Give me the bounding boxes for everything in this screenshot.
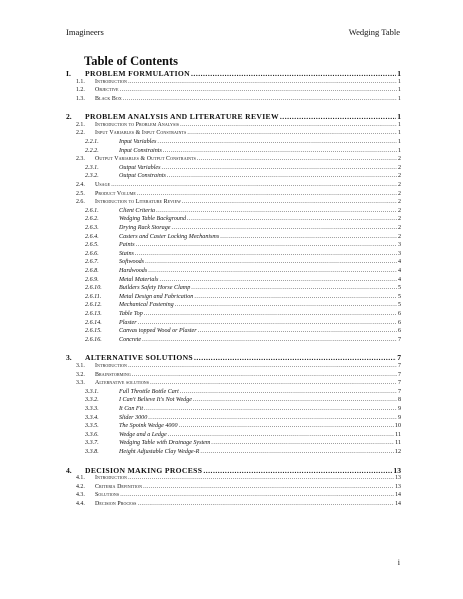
toc-number: 2.6.9. [85, 276, 99, 283]
toc-subsubsection[interactable] [66, 337, 401, 345]
toc-page: 9 [397, 414, 401, 421]
toc-subsubsection[interactable] [66, 259, 401, 267]
toc-number: 2.6.12. [85, 302, 102, 309]
toc-number: 3.3.5. [85, 423, 99, 430]
toc-title: DECISION MAKING PROCESS [85, 465, 203, 475]
toc-number: 2. [66, 112, 72, 122]
toc-leader [157, 139, 397, 145]
toc-number: 2.3.1. [85, 164, 99, 171]
toc-number: 2.6.4. [85, 233, 99, 240]
toc-leader [138, 320, 397, 326]
toc-leader [193, 397, 397, 403]
toc-title: Alternative solutions [95, 380, 150, 387]
toc-leader [168, 432, 394, 438]
toc-leader [135, 251, 397, 257]
toc-title: Introduction to Problem Analysis [95, 121, 180, 128]
toc-title: ALTERNATIVE SOLUTIONS [85, 353, 193, 363]
toc-subsubsection[interactable] [66, 311, 401, 319]
toc-leader [143, 484, 394, 490]
toc-title: The Spoink Wedge 4000 [119, 423, 178, 430]
toc-number: 3.3.7. [85, 440, 99, 447]
toc-leader [128, 363, 397, 369]
toc-title: Wedge and a Ledge [119, 431, 167, 438]
toc-number: 3.3.6. [85, 431, 99, 438]
toc-page: 13 [395, 475, 401, 481]
toc-title: Introduction [95, 78, 128, 85]
toc-page: 9 [397, 405, 401, 412]
toc-title: PROBLEM ANALYSIS AND LITERATURE REVIEW [85, 112, 279, 122]
toc-number: 3.3.8. [85, 448, 99, 455]
toc-number: 2.3.2. [85, 173, 99, 180]
toc-number: 2.3. [76, 156, 85, 163]
toc-section[interactable] [66, 353, 401, 363]
toc-leader [197, 156, 397, 162]
toc-title: Plaster [119, 319, 137, 326]
toc-page: 1 [398, 95, 401, 102]
toc-title: Wedging Table with Drainage System [119, 440, 211, 447]
toc-number: 4.2. [76, 483, 85, 490]
toc-page: 1 [397, 139, 401, 145]
page-number: i [397, 558, 400, 567]
toc-number: 3.3. [76, 380, 85, 387]
toc-subsubsection[interactable] [66, 440, 401, 448]
toc-subsubsection[interactable] [66, 208, 401, 216]
toc-subsubsection[interactable] [66, 225, 401, 233]
toc-number: 3.2. [76, 371, 85, 378]
toc-subsubsection[interactable] [66, 242, 401, 250]
toc-leader [280, 112, 396, 121]
toc-title: Mechanical Fastening [119, 302, 174, 309]
toc-page: 1 [398, 78, 401, 85]
toc-page: 13 [395, 483, 401, 490]
toc-leader [161, 165, 396, 171]
toc-subsection[interactable] [66, 191, 401, 199]
toc-page: 1 [397, 147, 401, 154]
toc-title: Stains [119, 250, 134, 257]
toc-number: 2.6.13. [85, 311, 102, 317]
toc-leader [171, 225, 397, 231]
toc-subsection[interactable] [66, 130, 401, 138]
toc-leader [203, 466, 392, 475]
toc-subsubsection[interactable] [66, 397, 401, 405]
toc-title: Input Variables [119, 139, 157, 145]
toc-subsubsection[interactable] [66, 165, 401, 173]
toc-leader [159, 277, 397, 283]
toc-leader [180, 122, 397, 128]
toc-number: 2.6.7. [85, 259, 99, 266]
toc-page: 1 [398, 87, 401, 94]
toc-title: Wedging Table Background [119, 216, 187, 223]
toc-number: 3.3.1. [85, 388, 99, 395]
toc-subsubsection[interactable] [66, 173, 401, 181]
toc-page: 2 [397, 173, 401, 180]
toc-number: 2.6.1. [85, 207, 99, 214]
toc-page: 1 [398, 130, 401, 137]
header-right: Wedging Table [348, 27, 400, 37]
toc-title: Slider 3000 [119, 414, 148, 421]
toc-number: 2.5. [76, 190, 85, 197]
toc-number: 2.6.3. [85, 225, 99, 231]
toc-page: 5 [397, 302, 401, 309]
toc-leader [150, 380, 397, 386]
toc-title: Metal Materials [119, 276, 159, 283]
toc-leader [175, 302, 397, 308]
toc-number: 2.6.8. [85, 268, 99, 274]
toc-subsection[interactable] [66, 96, 401, 104]
toc-page: 7 [397, 388, 401, 395]
toc-number: 1.1. [76, 78, 85, 85]
toc-section[interactable] [66, 112, 401, 122]
toc-subsubsection[interactable] [66, 285, 401, 293]
toc-subsection[interactable] [66, 363, 401, 371]
toc-page: 6 [397, 311, 401, 317]
toc-section[interactable] [66, 69, 401, 79]
toc-leader [137, 191, 397, 197]
toc-subsection[interactable] [66, 484, 401, 492]
toc-title: Hardwoods [119, 268, 148, 274]
toc-leader [138, 501, 395, 507]
toc-title: Softwoods [119, 259, 145, 266]
toc-page: 5 [397, 293, 401, 300]
toc-subsubsection[interactable] [66, 302, 401, 310]
toc-title: Drying Rack Storage [119, 225, 171, 231]
toc-number: 2.4. [76, 182, 85, 188]
toc-number: 2.6.6. [85, 250, 99, 257]
toc-title: Metal Design and Fabrication [119, 293, 194, 300]
toc-leader [123, 96, 397, 102]
toc-subsection[interactable] [66, 79, 401, 87]
toc-subsection[interactable] [66, 156, 401, 164]
toc-title: Introduction to Literature Review [95, 199, 182, 206]
toc-title: Concrete [119, 336, 142, 343]
toc-title: I Can't Believe It's Not Wedge [119, 397, 192, 404]
toc-leader [187, 130, 397, 136]
toc-subsubsection[interactable] [66, 251, 401, 259]
toc-leader [128, 79, 397, 85]
toc-leader [194, 353, 396, 362]
toc-subsubsection[interactable] [66, 216, 401, 224]
toc-page: 3 [397, 242, 401, 249]
toc-title: Introduction [95, 475, 128, 481]
toc-page: 2 [398, 182, 401, 188]
toc-title: Objective [95, 87, 119, 94]
toc-leader [187, 216, 397, 222]
toc-number: 2.6.14. [85, 319, 102, 326]
toc-number: 3.3.3. [85, 405, 99, 412]
toc-page: 13 [393, 465, 401, 475]
toc-page: 1 [398, 121, 401, 128]
toc-subsubsection[interactable] [66, 234, 401, 242]
toc-number: I. [66, 69, 71, 78]
toc-subsection[interactable] [66, 182, 401, 190]
toc-page: 7 [397, 353, 401, 363]
toc-subsection[interactable] [66, 380, 401, 388]
toc-page: 4 [397, 259, 401, 266]
toc-leader [167, 173, 397, 179]
toc-number: 3.3.2. [85, 397, 99, 404]
toc-leader [198, 328, 397, 334]
toc-number: 2.6.16. [85, 336, 102, 343]
toc-number: 2.6. [76, 199, 85, 206]
toc-leader [191, 285, 397, 291]
toc-leader [156, 208, 397, 214]
toc-title: Product Volume [95, 190, 136, 197]
toc-number: 2.2.2. [85, 147, 99, 154]
toc-title: Casters and Caster Locking Mechanisms [119, 233, 220, 240]
toc-leader [132, 372, 397, 378]
toc-number: 3.3.4. [85, 414, 99, 421]
toc-leader [180, 389, 397, 395]
toc-subsubsection[interactable] [66, 449, 401, 457]
toc-leader [211, 440, 394, 446]
toc-title: Input Variables & Input Constraints [95, 130, 187, 137]
toc-page: 8 [397, 397, 401, 404]
toc-number: 1.3. [76, 95, 85, 102]
toc-title: Client Criteria [119, 207, 156, 214]
toc-page: 11 [395, 440, 401, 447]
toc-number: 2.6.10. [85, 285, 102, 292]
toc-subsubsection[interactable] [66, 277, 401, 285]
toc-page: 4 [397, 276, 401, 283]
toc-number: 2.6.11. [85, 293, 102, 300]
toc-subsection[interactable] [66, 501, 401, 509]
toc-title: Output Constraints [119, 173, 166, 180]
toc-title: Criteria Definition [95, 483, 143, 490]
toc-leader [128, 475, 394, 481]
toc-number: 4. [66, 465, 72, 475]
toc-subsubsection[interactable] [66, 139, 401, 147]
toc-page: 2 [397, 233, 401, 240]
toc-number: 2.6.15. [85, 328, 102, 335]
toc-title: Output Variables [119, 164, 161, 171]
toc-leader [145, 259, 397, 265]
toc-page: 2 [398, 199, 401, 206]
toc-leader [194, 294, 397, 300]
toc-page: 11 [395, 431, 401, 438]
toc-page: 5 [397, 285, 401, 292]
toc-page: 2 [397, 216, 401, 223]
toc-title: Solutions [95, 492, 120, 499]
toc-leader [144, 311, 397, 317]
toc-leader [120, 87, 397, 93]
toc-number: 3. [66, 353, 72, 363]
toc-subsubsection[interactable] [66, 423, 401, 431]
toc-number: 1.2. [76, 87, 85, 94]
toc-subsubsection[interactable] [66, 415, 401, 423]
toc-number: 2.2. [76, 130, 85, 137]
toc-title: Usage [95, 182, 111, 188]
toc-page: 6 [397, 319, 401, 326]
toc-leader [111, 182, 397, 188]
toc-title: Paints [119, 242, 135, 249]
toc-subsection[interactable] [66, 199, 401, 207]
toc-leader [120, 492, 394, 498]
toc-number: 4.4. [76, 500, 85, 507]
toc-page: 2 [397, 164, 401, 171]
toc-number: 2.6.5. [85, 242, 99, 249]
toc-subsubsection[interactable] [66, 389, 401, 397]
toc-title: PROBLEM FORMULATION [85, 69, 191, 78]
toc-title: Builders Safety Horse Clamp [119, 285, 191, 292]
toc-number: 3.1. [76, 362, 85, 369]
toc-number: 2.6.2. [85, 216, 99, 223]
toc-page: 1 [397, 112, 401, 122]
toc-leader [179, 423, 394, 429]
toc-title: It Can Fit [119, 405, 144, 412]
toc-title: Brainstorming [95, 371, 131, 378]
toc-page: 7 [397, 336, 401, 343]
toc-subsection[interactable] [66, 122, 401, 130]
toc-page: 7 [398, 371, 401, 378]
toc-page: 6 [397, 328, 401, 335]
toc-leader [144, 406, 397, 412]
toc-subsubsection[interactable] [66, 320, 401, 328]
toc-subsubsection[interactable] [66, 406, 401, 414]
toc-page: 10 [394, 423, 401, 430]
toc-subsubsection[interactable] [66, 328, 401, 336]
toc-title: Output Variables & Output Constraints [95, 156, 196, 163]
toc-leader [191, 69, 396, 78]
toc-title: Height Adjustable Clay Wedge-R [119, 448, 200, 455]
toc-page: 2 [397, 207, 401, 214]
toc-subsubsection[interactable] [66, 432, 401, 440]
toc-page: 3 [397, 250, 401, 257]
page-title: Table of Contents [84, 54, 178, 68]
toc-title: Canvas topped Wood or Plaster [119, 328, 197, 335]
toc-section[interactable] [66, 466, 401, 476]
toc-subsection[interactable] [66, 372, 401, 380]
toc-title: Input Constraints [119, 147, 162, 154]
toc-title: Decision Process [95, 500, 137, 507]
toc-title: Full Throttle Bottle Cart [119, 388, 179, 395]
toc-subsection[interactable] [66, 87, 401, 95]
toc-leader [136, 242, 397, 248]
toc-subsection[interactable] [66, 492, 401, 500]
toc-subsubsection[interactable] [66, 268, 401, 276]
toc-number: 4.1. [76, 475, 85, 481]
toc-leader [200, 449, 394, 455]
toc-page: 2 [397, 225, 401, 231]
toc-page: 2 [398, 190, 401, 197]
toc-title: Black Box [95, 95, 122, 102]
toc-leader [220, 234, 397, 240]
toc-page: 12 [394, 448, 401, 455]
toc-leader [163, 148, 397, 154]
header-left: Imagineers [66, 27, 104, 37]
toc-subsubsection[interactable] [66, 148, 401, 156]
toc-page: 2 [398, 156, 401, 163]
toc-number: 2.2.1. [85, 139, 99, 145]
toc-leader [182, 199, 397, 205]
toc-number: 4.3. [76, 492, 85, 499]
toc-subsection[interactable] [66, 475, 401, 483]
toc-page: 1 [397, 69, 401, 78]
toc-leader [148, 415, 397, 421]
toc-number: 2.1. [76, 121, 85, 128]
toc-title: Table Top [119, 311, 143, 317]
toc-subsubsection[interactable] [66, 294, 401, 302]
toc-title: Introduction [95, 362, 128, 369]
toc-page: 7 [398, 362, 401, 369]
toc-page: 7 [398, 380, 401, 387]
toc-page: 4 [397, 268, 401, 274]
toc-leader [142, 337, 397, 343]
toc-page: 14 [395, 500, 401, 507]
toc-page: 14 [395, 492, 401, 499]
toc-leader [148, 268, 397, 274]
